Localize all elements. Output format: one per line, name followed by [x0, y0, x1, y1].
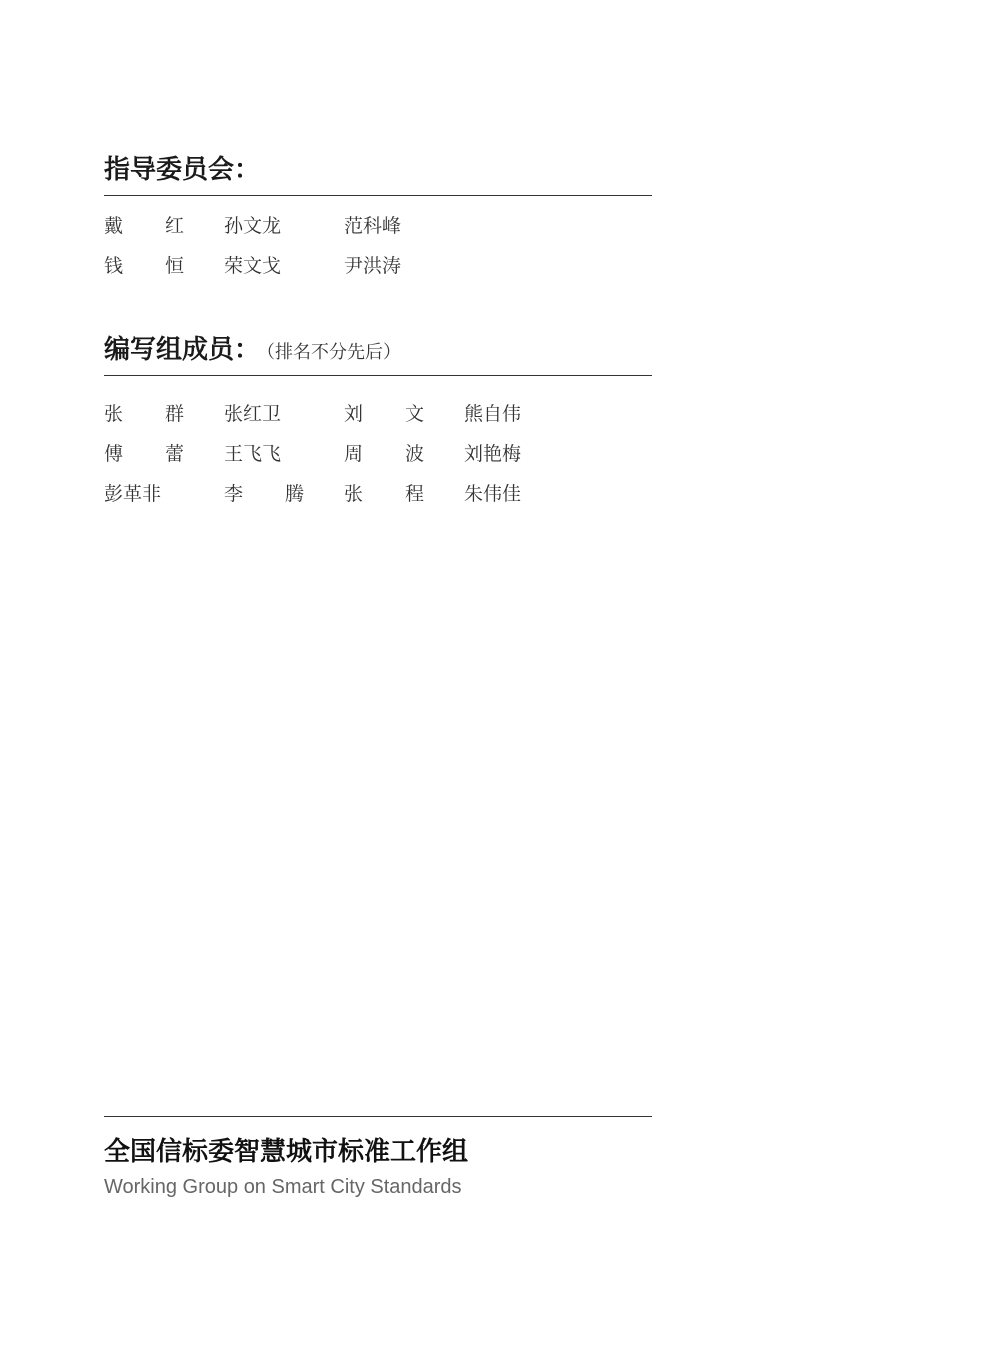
member-name: 范科峰	[344, 215, 402, 237]
member-name: 张 群	[104, 403, 184, 425]
steering-committee-title: 指导委员会：	[104, 155, 261, 185]
steering-committee-section	[104, 152, 652, 282]
member-name: 刘 文	[344, 403, 424, 425]
name-row	[104, 254, 652, 278]
member-name: 钱 恒	[104, 255, 184, 277]
name-row	[104, 402, 652, 426]
writing-group-title	[104, 337, 401, 363]
member-name: 傅 蕾	[104, 443, 184, 465]
organization-name-english: Working Group on Smart City Standards	[104, 1176, 462, 1198]
member-name: 张 程	[344, 483, 424, 505]
member-name: 李 腾	[224, 483, 304, 505]
name-row	[104, 214, 652, 238]
organization-name-chinese: 全国信标委智慧城市标准工作组	[104, 1137, 469, 1167]
member-name: 荣文戈	[224, 255, 282, 277]
writing-group-divider	[104, 375, 652, 376]
member-name: 王飞飞	[224, 443, 282, 465]
member-name: 周 波	[344, 443, 424, 465]
member-name: 朱伟佳	[464, 483, 522, 505]
member-name: 刘艳梅	[464, 443, 522, 465]
footer-divider	[104, 1116, 652, 1117]
writing-group-section	[104, 332, 652, 512]
member-name: 尹洪涛	[344, 255, 402, 277]
member-name: 戴 红	[104, 215, 184, 237]
member-name: 张红卫	[224, 403, 282, 425]
steering-committee-divider	[104, 195, 652, 196]
member-name: 彭革非	[104, 483, 162, 505]
name-row	[104, 482, 652, 506]
member-name: 熊自伟	[464, 403, 522, 425]
name-row	[104, 442, 652, 466]
member-name: 孙文龙	[224, 215, 282, 237]
writing-group-order-note: （排名不分先后）	[266, 342, 402, 363]
writing-group-title-text: 编写组成员：	[104, 335, 261, 365]
